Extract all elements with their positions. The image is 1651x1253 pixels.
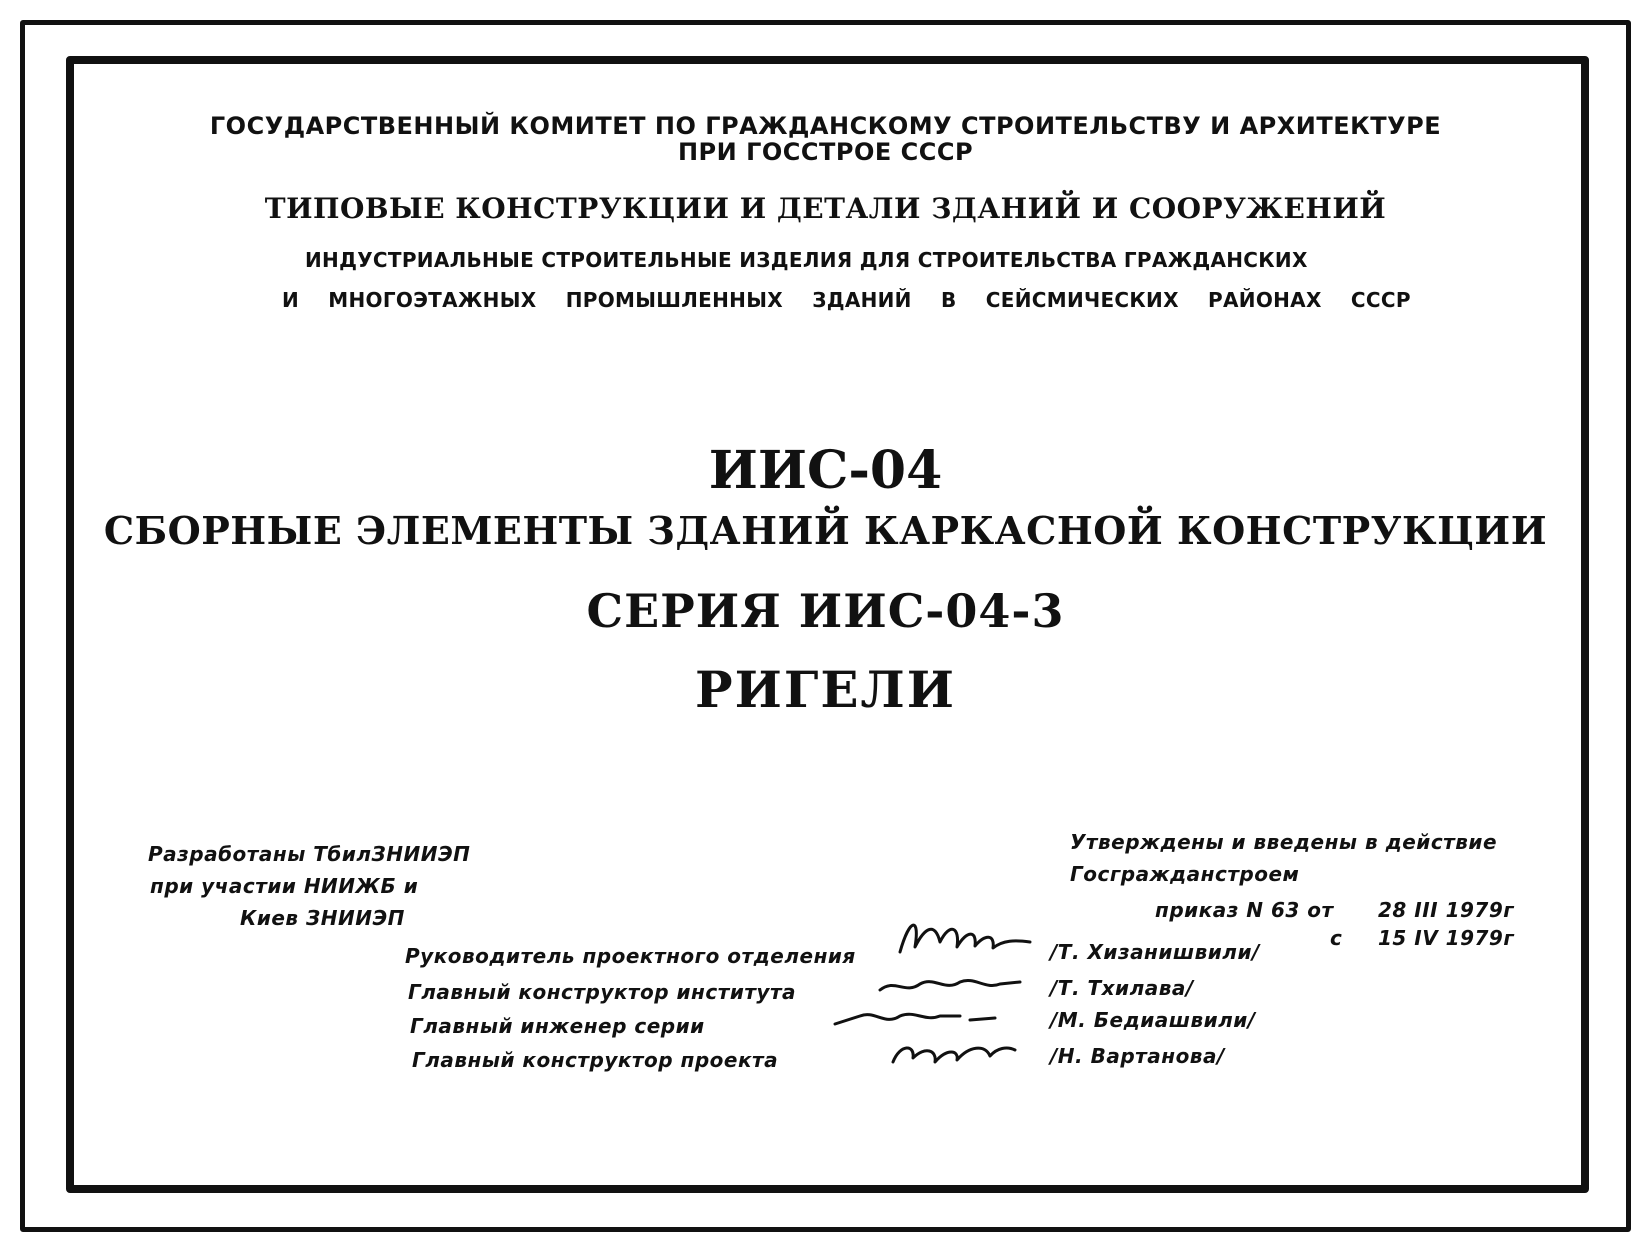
- order-date: 28 III 1979г: [1378, 898, 1515, 922]
- signature-3: [830, 1004, 1000, 1032]
- developed-line-3: Киев ЗНИИЭП: [240, 906, 405, 930]
- developed-line-1: Разработаны ТбилЗНИИЭП: [148, 842, 471, 866]
- order-number: приказ N 63 от: [1155, 898, 1334, 922]
- typical-structures-heading: ТИПОВЫЕ КОНСТРУКЦИИ И ДЕТАЛИ ЗДАНИЙ И СООРУЖЕНИЙ: [264, 192, 1387, 225]
- signatory-role-4: Главный конструктор проекта: [412, 1048, 779, 1072]
- signatory-role-1: Руководитель проектного отделения: [405, 944, 856, 968]
- committee-line-1: ГОСУДАРСТВЕННЫЙ КОМИТЕТ ПО ГРАЖДАНСКОМУ СТРОИТЕЛЬСТВУ И АРХИТЕКТУРЕ: [209, 112, 1442, 140]
- signatory-role-3: Главный инженер серии: [410, 1014, 705, 1038]
- industrial-line-2: И МНОГОЭТАЖНЫХ ПРОМЫШЛЕННЫХ ЗДАНИЙ В СЕЙСМИЧЕСКИХ РАЙОНАХ СССР: [282, 288, 1411, 312]
- document-title: РИГЕЛИ: [695, 660, 956, 719]
- signature-1: [895, 912, 1035, 972]
- effective-date: 15 IV 1979г: [1378, 926, 1515, 950]
- signatory-role-2: Главный конструктор института: [408, 980, 797, 1004]
- effective-prefix: с: [1330, 926, 1343, 950]
- document-code: ИИС-04: [708, 440, 943, 501]
- signatory-name-3: /М. Бедиашвили/: [1050, 1008, 1256, 1032]
- approved-line-2: Госгражданстроем: [1070, 862, 1300, 886]
- signatory-name-1: /Т. Хизанишвили/: [1050, 940, 1260, 964]
- document-subtitle: СБОРНЫЕ ЭЛЕМЕНТЫ ЗДАНИЙ КАРКАСНОЙ КОНСТРУКЦИИ: [103, 508, 1548, 553]
- approved-line-1: Утверждены и введены в действие: [1070, 830, 1498, 854]
- industrial-line-1: ИНДУСТРИАЛЬНЫЕ СТРОИТЕЛЬНЫЕ ИЗДЕЛИЯ ДЛЯ СТРОИТЕЛЬСТВА ГРАЖДАНСКИХ: [305, 248, 1308, 272]
- signatory-name-2: /Т. Тхилава/: [1050, 976, 1194, 1000]
- signature-4: [885, 1036, 1020, 1072]
- committee-line-2: ПРИ ГОССТРОЕ СССР: [677, 138, 974, 166]
- signatory-name-4: /Н. Вартанова/: [1050, 1044, 1225, 1068]
- developed-line-2: при участии НИИЖБ и: [150, 874, 419, 898]
- signature-2: [875, 970, 1025, 1000]
- series-number: СЕРИЯ ИИС-04-3: [586, 584, 1065, 638]
